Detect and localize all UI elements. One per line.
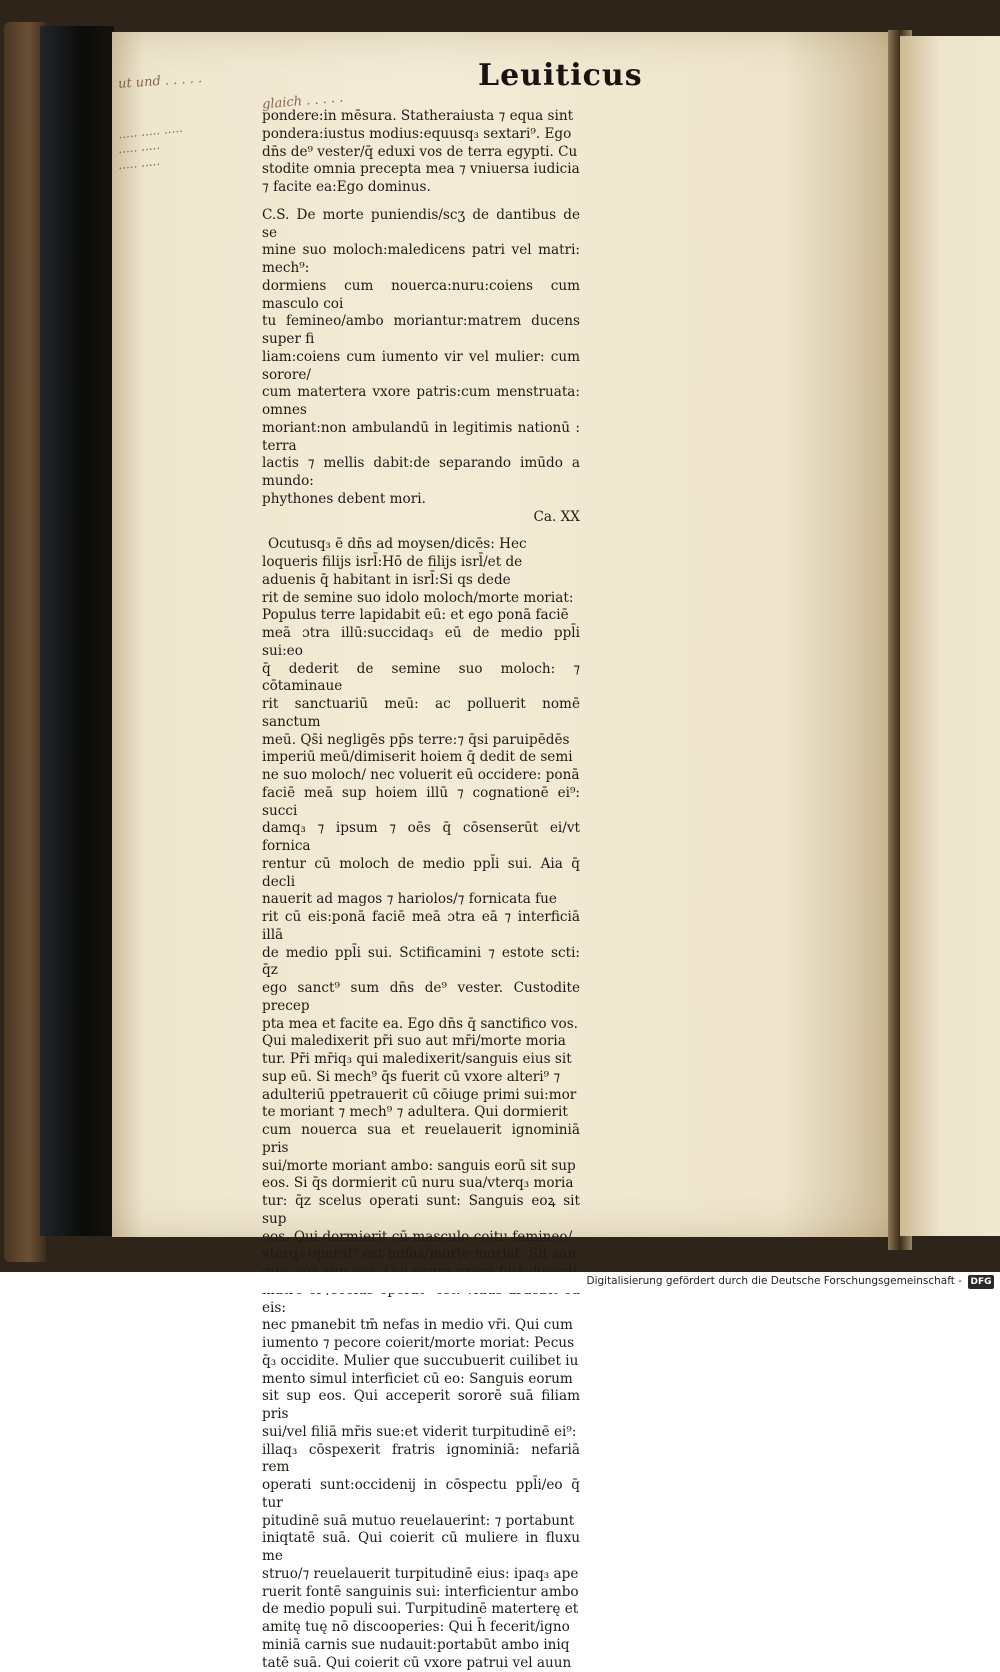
text-line: pta mea et facite ea. Ego dn̄s q̄ sanctifico vos. bbox=[262, 1016, 580, 1034]
text-line: tatē suā. Qui coierit cū vxore patrui vel auun bbox=[262, 1655, 580, 1672]
text-line: meā ɔtra illū:succidaq₃ eū de medio ppl̄i sui:eo bbox=[262, 625, 580, 661]
text-line: adulteriū ppetrauerit cū cōiuge primi sui:mor bbox=[262, 1087, 580, 1105]
text-line: loqueris filijs isrl̄:Hō de filijs isrl̄/et de bbox=[262, 554, 580, 572]
text-line: pondera:iustus modius:equusq₃ sextari⁹. Ego bbox=[262, 126, 580, 144]
text-line: ⁊ facite ea:Ego dominus. bbox=[262, 179, 580, 197]
text-line: amitę tuę nō discooperies: Qui h̄ fecerit/igno bbox=[262, 1619, 580, 1637]
right-page bbox=[900, 36, 1000, 1236]
text-line: sit sup eos. Qui acceperit sororē suā filiam pris bbox=[262, 1388, 580, 1424]
dfg-logo: DFG bbox=[968, 1275, 994, 1289]
handwritten-note-top-left: ut und . . . . . bbox=[118, 71, 203, 92]
text-line: eos. Qui dormierit cū masculo coitu femineo/ bbox=[262, 1229, 580, 1247]
handwritten-note-left-2: ..... ..... bbox=[117, 138, 160, 156]
text-line: ego sanct⁹ sum dn̄s de⁹ vester. Custodite precep bbox=[262, 980, 580, 1016]
text-line: stodite omnia precepta mea ⁊ vniuersa iudicia bbox=[262, 161, 580, 179]
text-line: sui/morte moriant ambo: sanguis eorū sit sup bbox=[262, 1158, 580, 1176]
text-line: tur. Pr̄i mr̄iq₃ qui maledixerit/sanguis eius sit bbox=[262, 1051, 580, 1069]
text-line: iniqtatē suā. Qui coierit cū muliere in fluxu me bbox=[262, 1530, 580, 1566]
rubric-line: moriant:non ambulandū in legitimis nationū : terra bbox=[262, 420, 580, 456]
text-line: te moriant ⁊ mech⁹ ⁊ adultera. Qui dormierit bbox=[262, 1104, 580, 1122]
running-head: Leuiticus bbox=[478, 58, 643, 93]
text-line: q̄₃ occidite. Mulier que succubuerit cuilibet iu bbox=[262, 1353, 580, 1371]
paragraph-gap bbox=[262, 197, 580, 207]
text-line: imperiū meū/dimiserit hoiem q̄ dedit de semi bbox=[262, 749, 580, 767]
rubric-line: cum matertera vxore patris:cum menstruata: omnes bbox=[262, 384, 580, 420]
rubric-line: dormiens cum nouerca:nuru:coiens cum masculo coi bbox=[262, 278, 580, 314]
text-line: operati sunt:occidenĳ in cōspectu ppl̄i/eo q̄ tur bbox=[262, 1477, 580, 1513]
handwritten-note-top-middle: glaich . . . . . bbox=[262, 90, 344, 112]
text-line: illaq₃ cōspexerit fratris ignominiā: nefariā rem bbox=[262, 1442, 580, 1478]
text-line: nec pmanebit tm̄ nefas in medio vr̄i. Qui cum bbox=[262, 1317, 580, 1335]
footer-bar bbox=[0, 1272, 1000, 1293]
text-line: cum nouerca sua et reuelauerit ignominiā pris bbox=[262, 1122, 580, 1158]
text-line: iumento ⁊ pecore coierit/morte moriat: Pecus bbox=[262, 1335, 580, 1353]
text-line: vterq₃ operat⁹ est nefas/morte moriat: Sit san bbox=[262, 1246, 580, 1264]
text-line: rentur cū moloch de medio ppl̄i sui. Aia q̄ decli bbox=[262, 856, 580, 892]
rubric-line: liam:coiens cum iumento vir vel mulier: cum sorore/ bbox=[262, 349, 580, 385]
rubric-line: tu femineo/ambo moriantur:matrem ducens super fi bbox=[262, 313, 580, 349]
text-line: de medio populi sui. Turpitudinē materterę et bbox=[262, 1601, 580, 1619]
text-line: miniā carnis sue nudauit:portabūt ambo iniq bbox=[262, 1637, 580, 1655]
text-line: Qui maledixerit pr̄i suo aut mr̄i/morte moria bbox=[262, 1033, 580, 1051]
footer-credit: Digitalisierung gefördert durch die Deutsche Forschungsgemeinschaft - bbox=[586, 1275, 962, 1287]
text-line: de medio ppl̄i sui. Sctificamini ⁊ estote scti: q̄z bbox=[262, 945, 580, 981]
chapter-number: Ca. XX bbox=[262, 509, 580, 527]
text-line: eis: bbox=[262, 1282, 580, 1318]
rubric-line: C.S. De morte puniendis/scʒ de dantibus de se bbox=[262, 207, 580, 243]
book-fore-edge bbox=[40, 26, 114, 1236]
text-line: sui/vel filiā mr̄is sue:et viderit turpitudinē ei⁹: bbox=[262, 1424, 580, 1442]
text-line: pitudinē suā mutuo reuelauerint: ⁊ portabunt bbox=[262, 1513, 580, 1531]
handwritten-note-left-1: ..... ..... ..... bbox=[117, 121, 183, 142]
text-line: struo/⁊ reuelauerit turpitudinē eius: ipaq₃ ape bbox=[262, 1566, 580, 1584]
rubric-line: phythones debent mori. bbox=[262, 491, 580, 509]
text-line: rit sanctuariū meū: ac polluerit nomē sanctum bbox=[262, 696, 580, 732]
text-line: dn̄s de⁹ vester/q̄ eduxi vos de terra egypti. Cu bbox=[262, 144, 580, 162]
text-line: pondere:in mēsura. Statheraiusta ⁊ equa sint bbox=[262, 108, 580, 126]
text-line: q̄ dederit de semine suo moloch: ⁊ cōtaminaue bbox=[262, 661, 580, 697]
text-line: Ocutusq₃ ē dn̄s ad moysen/dicēs: Hec bbox=[268, 536, 527, 552]
text-line: meū. Qs̄i negligēs pp̄s terre:⁊ q̄si paruipēdēs bbox=[262, 732, 580, 750]
text-line: tur: q̄z scelus operati sunt: Sanguis eoꝝ sit sup bbox=[262, 1193, 580, 1229]
text-line: rit cū eis:ponā faciē meā ɔtra eā ⁊ interficiā illā bbox=[262, 909, 580, 945]
text-line: eos. Si q̄s dormierit cū nuru sua/vterq₃ moria bbox=[262, 1175, 580, 1193]
text-line: ne suo moloch/ nec voluerit eū occidere: ponā bbox=[262, 767, 580, 785]
rubric-line: mine suo moloch:maledicens patri vel matri: mech⁹: bbox=[262, 242, 580, 278]
handwritten-note-left-3: ..... ..... bbox=[117, 154, 160, 172]
text-line: sup eū. Si mech⁹ q̄s fuerit cū vxore alteri⁹ ⁊ bbox=[262, 1069, 580, 1087]
text-line: ruerit fontē sanguinis sui: interficientur ambo bbox=[262, 1584, 580, 1602]
text-line: nauerit ad magos ⁊ hariolos/⁊ fornicata fue bbox=[262, 891, 580, 909]
text-line: aduenis q̄ habitant in isrl̄:Si qs dede bbox=[262, 572, 580, 590]
text-line: mento simul interficiet cū eo: Sanguis eorum bbox=[262, 1371, 580, 1389]
chapter-opening bbox=[262, 536, 580, 554]
rubric-line: lactis ⁊ mellis dabit:de separando imūdo a mundo: bbox=[262, 455, 580, 491]
paragraph-gap bbox=[262, 526, 580, 536]
text-line: damq₃ ⁊ ipsum ⁊ oēs q̄ cōsenserūt ei/vt fornica bbox=[262, 820, 580, 856]
text-line: rit de semine suo idolo moloch/morte moriat: bbox=[262, 590, 580, 608]
left-text-column bbox=[262, 108, 580, 1672]
text-line: faciē meā sup hoiem illū ⁊ cognationē ei⁹: succi bbox=[262, 785, 580, 821]
text-line: Populus terre lapidabit eū: et ego ponā faciē bbox=[262, 607, 580, 625]
